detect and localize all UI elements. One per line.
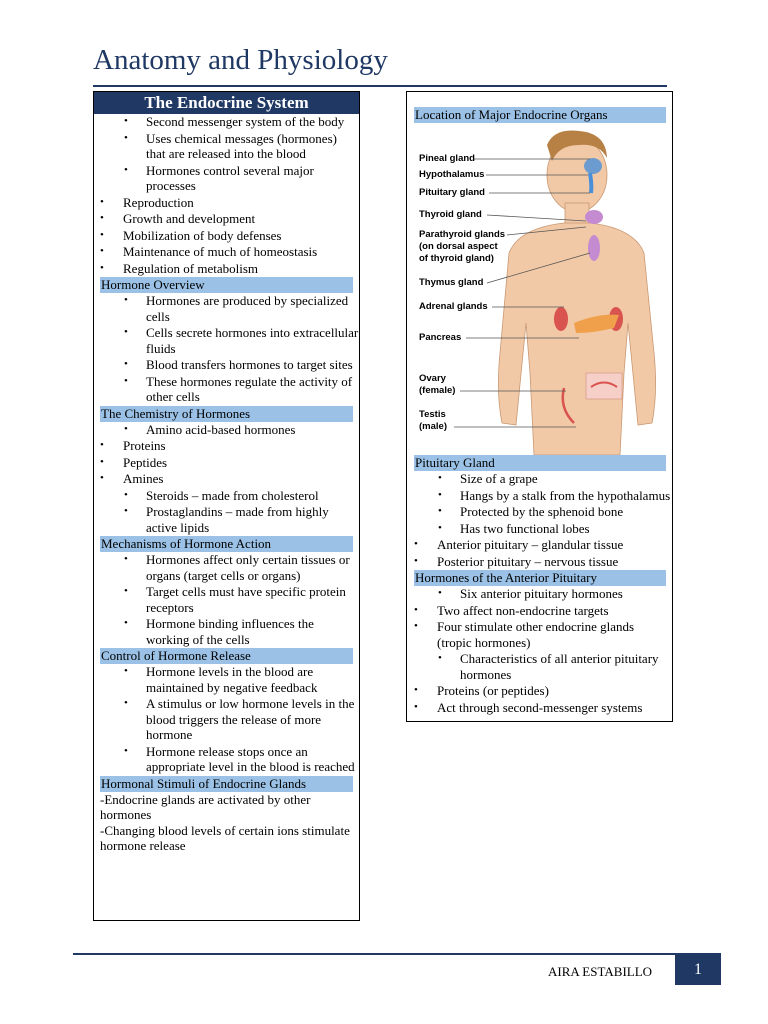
list-item: • Steroids – made from cholesterol (94, 488, 359, 505)
list-item: • Mobilization of body defenses (94, 228, 359, 245)
label-thymus-gland: Thymus gland (419, 277, 484, 288)
list-item: • Cells secrete hormones into extracellular fluids (94, 325, 359, 357)
control-list (94, 664, 359, 776)
mechanisms-list (94, 552, 359, 648)
section-title-hormone-overview: Hormone Overview (100, 277, 353, 293)
stimuli-line-2: -Changing blood levels of certain ions stimulate hormone release (100, 822, 350, 853)
section-title-pituitary-gland: Pituitary Gland (414, 455, 666, 471)
section-title-mechanisms: Mechanisms of Hormone Action (100, 536, 353, 552)
list-item: • Protected by the sphenoid bone (407, 504, 672, 521)
intro-list (94, 114, 359, 277)
endocrine-organs-figure (414, 123, 665, 455)
list-item: • Maintenance of much of homeostasis (94, 244, 359, 261)
label-ovary-female: (female) (419, 385, 456, 396)
section-title-location: Location of Major Endocrine Organs (414, 107, 666, 123)
list-item: • Hangs by a stalk from the hypothalamus (407, 488, 672, 505)
chemistry-list (94, 422, 359, 537)
list-item: • A stimulus or low hormone levels in the blood triggers the release of more hormone (94, 696, 359, 744)
list-item: • Has two functional lobes (407, 521, 672, 538)
stimuli-line-1: -Endocrine glands are activated by other hormones (100, 791, 311, 822)
label-pineal-gland: Pineal gland (419, 153, 475, 164)
title-rule (93, 85, 667, 87)
footer-rule (73, 953, 721, 955)
list-item: • Two affect non-endocrine targets (407, 603, 672, 620)
label-ovary: Ovary (419, 373, 446, 384)
label-adrenal-glands: Adrenal glands (419, 301, 488, 312)
list-item: • Six anterior pituitary hormones (407, 586, 672, 603)
section-title-chemistry: The Chemistry of Hormones (100, 406, 353, 422)
list-item: • Anterior pituitary – glandular tissue (407, 537, 672, 554)
list-item: • Hormone levels in the blood are maintained by negative feedback (94, 664, 359, 696)
list-item: • Second messenger system of the body (94, 114, 359, 131)
anterior-pituitary-list (407, 586, 672, 716)
list-item: • Act through second-messenger systems (407, 700, 672, 717)
label-parathyroid-glands: Parathyroid glands (419, 229, 506, 240)
page-title: Anatomy and Physiology (93, 44, 388, 76)
list-item: • Four stimulate other endocrine glands (tropic hormones) (407, 619, 672, 651)
list-item: • Prostaglandins – made from highly active lipids (94, 504, 359, 536)
list-item: • Uses chemical messages (hormones) that are released into the blood (94, 131, 359, 163)
list-item: • Growth and development (94, 211, 359, 228)
label-parathyroid-note-2: of thyroid gland) (419, 253, 494, 264)
list-item: • Hormone release stops once an appropriate level in the blood is reached (94, 744, 359, 776)
list-item: • Characteristics of all anterior pituitary hormones (407, 651, 672, 683)
label-hypothalamus: Hypothalamus (419, 169, 485, 180)
label-pituitary-gland: Pituitary gland (419, 187, 485, 198)
list-item: • Amino acid-based hormones (94, 422, 359, 439)
section-title-hormonal-stimuli: Hormonal Stimuli of Endocrine Glands (100, 776, 353, 792)
label-thyroid-gland: Thyroid gland (419, 209, 482, 220)
list-item: • Proteins (or peptides) (407, 683, 672, 700)
list-item: • Reproduction (94, 195, 359, 212)
left-column (93, 91, 360, 921)
label-parathyroid-note-1: (on dorsal aspect (419, 241, 498, 252)
list-item: • Proteins (94, 438, 359, 455)
list-item: • Size of a grape (407, 471, 672, 488)
list-item: • Regulation of metabolism (94, 261, 359, 278)
right-column (406, 91, 673, 722)
pituitary-gland-list (407, 471, 672, 570)
list-item: • Amines (94, 471, 359, 488)
list-item: • Target cells must have specific protein receptors (94, 584, 359, 616)
section-title-anterior-pituitary-hormones: Hormones of the Anterior Pituitary (414, 570, 666, 586)
label-pancreas: Pancreas (419, 332, 462, 343)
list-item: • Posterior pituitary – nervous tissue (407, 554, 672, 571)
page-number: 1 (675, 955, 721, 985)
list-item: • Hormone binding influences the working of the cells (94, 616, 359, 648)
footer-author-name: AIRA ESTABILLO (548, 964, 653, 979)
list-item: • Hormones control several major processes (94, 163, 359, 195)
list-item: • Hormones are produced by specialized cells (94, 293, 359, 325)
list-item: • Hormones affect only certain tissues or organs (target cells or organs) (94, 552, 359, 584)
label-testis: Testis (419, 409, 446, 420)
list-item: • Blood transfers hormones to target sites (94, 357, 359, 374)
list-item: • These hormones regulate the activity of other cells (94, 374, 359, 406)
section-title-control: Control of Hormone Release (100, 648, 353, 664)
list-item: • Peptides (94, 455, 359, 472)
label-testis-male: (male) (419, 421, 447, 432)
endocrine-system-header: The Endocrine System (94, 92, 359, 114)
hormone-overview-list (94, 293, 359, 406)
